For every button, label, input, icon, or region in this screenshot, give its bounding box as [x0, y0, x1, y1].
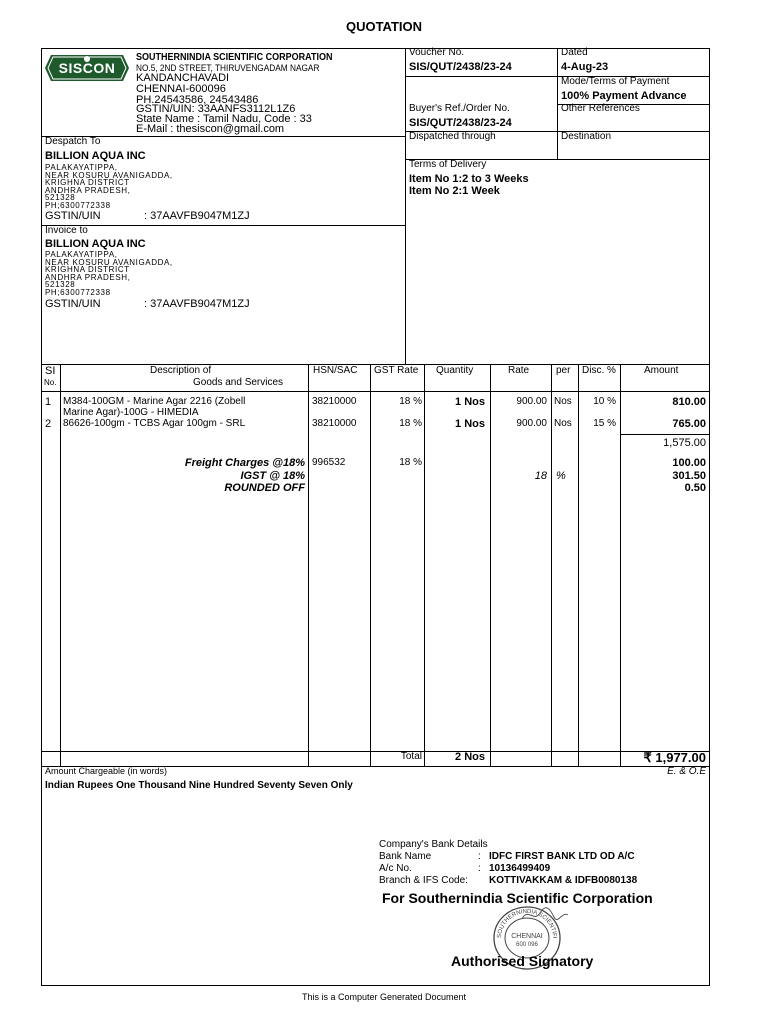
seller-address-2: KANDANCHAVADI: [136, 72, 230, 84]
col-si: SI: [45, 365, 56, 377]
despatch-label: Despatch To: [45, 136, 101, 147]
acno-colon: :: [478, 863, 481, 874]
invoice-to-gstin-value: : 37AAVFB9047M1ZJ: [144, 298, 250, 310]
col-desc-2: Goods and Services: [193, 377, 284, 388]
row1-gst: 18 %: [399, 396, 422, 407]
dispatched-label: Dispatched through: [409, 131, 496, 142]
acno-label: A/c No.: [379, 863, 412, 874]
col-desc-1: Description of: [150, 365, 212, 376]
seller-email: E-Mail : thesiscon@gmail.com: [136, 123, 285, 135]
seller-phone: PH.24543586, 24543486: [136, 94, 259, 106]
bank-name-colon: :: [478, 851, 481, 862]
row2-amount: 765.00: [672, 418, 706, 430]
acno-value: 10136499409: [489, 863, 551, 874]
mode-label: Mode/Terms of Payment: [561, 76, 670, 87]
freight-label: Freight Charges @18%: [184, 457, 305, 469]
invoice-to-gstin-label: GSTIN/UIN: [45, 298, 101, 310]
igst-amount: 301.50: [672, 470, 706, 482]
row1-desc-2: Marine Agar)-100G - HIMEDIA: [63, 407, 199, 418]
row2-desc-1: 86626-100gm - TCBS Agar 100gm - SRL: [63, 418, 246, 429]
seller-gstin: GSTIN/UIN: 33AANFS3112L1Z6: [136, 103, 296, 115]
for-company: For Southernindia Scientific Corporation: [382, 890, 653, 906]
freight-hsn: 996532: [312, 457, 346, 468]
seller-address-3: CHENNAI-600096: [136, 83, 226, 95]
bank-title: Company's Bank Details: [379, 839, 488, 850]
branch-label: Branch & IFS Code:: [379, 875, 468, 886]
authorised-signatory: Authorised Signatory: [451, 953, 594, 969]
invoice-to-address: PALAKAYATIPPA, NEAR KOSURU AVANIGADDA, KRIGHNA DISTRICT ANDHRA PRADESH, 521328 PH;6300772338: [45, 250, 173, 297]
col-qty: Quantity: [436, 365, 474, 376]
seller-address-1: NO.5, 2ND STREET, THIRUVENGADAM NAGAR: [136, 63, 320, 73]
mode-value: 100% Payment Advance: [561, 90, 687, 102]
row2-rate: 900.00: [516, 418, 547, 429]
row1-disc: 10 %: [593, 396, 616, 407]
seller-state: State Name : Tamil Nadu, Code : 33: [136, 113, 312, 125]
page-title: QUOTATION: [345, 19, 423, 34]
row2-si: 2: [45, 418, 52, 430]
terms-line-2: Item No 2:1 Week: [409, 185, 500, 197]
row2-gst: 18 %: [399, 418, 422, 429]
despatch-gstin-label: GSTIN/UIN: [45, 210, 101, 222]
svg-text:600 096: 600 096: [516, 942, 538, 948]
col-no: No.: [44, 378, 57, 387]
destination-label: Destination: [561, 131, 612, 142]
row2-per: Nos: [554, 418, 572, 429]
row1-rate: 900.00: [516, 396, 547, 407]
bank-name-value: IDFC FIRST BANK LTD OD A/C: [489, 851, 635, 862]
computer-generated-note: This is a Computer Generated Document: [301, 992, 467, 1002]
col-rate: Rate: [508, 365, 530, 376]
row1-desc-1: M384-100GM - Marine Agar 2216 (Zobell: [63, 396, 246, 407]
voucher-label: Voucher No.: [409, 47, 465, 58]
dated-value: 4-Aug-23: [561, 61, 609, 73]
seller-name: SOUTHERNINDIA SCIENTIFIC CORPORATION: [136, 52, 333, 63]
other-ref-label: Other References: [561, 103, 640, 114]
dated-label: Dated: [561, 47, 588, 58]
total-amount: ₹ 1,977.00: [643, 750, 706, 765]
despatch-name: BILLION AQUA INC: [45, 150, 146, 162]
despatch-gstin-value: : 37AAVFB9047M1ZJ: [144, 210, 250, 222]
row1-hsn: 38210000: [312, 396, 357, 407]
despatch-address: PALAKAYATIPPA, NEAR KOSURU AVANIGADDA, KRIGHNA DISTRICT ANDHRA PRADESH, 521328 PH;6300772338: [45, 163, 173, 210]
igst-rate: 18: [534, 470, 547, 482]
col-hsn: HSN/SAC: [313, 365, 358, 376]
col-disc: Disc. %: [582, 365, 616, 376]
terms-label: Terms of Delivery: [409, 159, 487, 170]
svg-text:CHENNAI: CHENNAI: [511, 933, 543, 940]
total-qty: 2 Nos: [455, 751, 485, 763]
row1-per: Nos: [554, 396, 572, 407]
row1-qty: 1 Nos: [455, 396, 485, 408]
buyer-ref-label: Buyer's Ref./Order No.: [409, 103, 510, 114]
amount-in-words: Indian Rupees One Thousand Nine Hundred Seventy Seven Only: [45, 780, 353, 791]
total-label: Total: [400, 751, 422, 762]
row2-disc: 15 %: [593, 418, 616, 429]
chargeable-label: Amount Chargeable (in words): [45, 766, 168, 776]
invoice-to-name: BILLION AQUA INC: [45, 238, 146, 250]
signature-mark: [520, 905, 570, 925]
subtotal-amount: 1,575.00: [663, 437, 706, 449]
buyer-ref-value: SIS/QUT/2438/23-24: [409, 117, 512, 129]
rounded-label: ROUNDED OFF: [224, 482, 305, 494]
row2-qty: 1 Nos: [455, 418, 485, 430]
header-divider: [405, 48, 406, 365]
company-logo: [45, 53, 129, 83]
bank-name-label: Bank Name: [379, 851, 432, 862]
branch-value: KOTTIVAKKAM & IDFB0080138: [489, 875, 638, 886]
igst-percent: %: [556, 470, 566, 482]
logo-text: SISCON: [58, 60, 116, 76]
row2-hsn: 38210000: [312, 418, 357, 429]
freight-amount: 100.00: [672, 457, 706, 469]
terms-line-1: Item No 1:2 to 3 Weeks: [409, 173, 529, 185]
voucher-value: SIS/QUT/2438/23-24: [409, 61, 512, 73]
col-gst: GST Rate: [374, 365, 419, 376]
col-amount: Amount: [644, 365, 679, 376]
svg-text:SOUTHERNINDIA SCIENTIFIC: SOUTHERNINDIA SCIENTIFI: [496, 908, 558, 939]
row1-si: 1: [45, 396, 52, 408]
freight-gst: 18 %: [399, 457, 422, 468]
igst-label: IGST @ 18%: [240, 470, 305, 482]
eoe-label: E. & O.E: [667, 766, 706, 777]
invoice-to-label: Invoice to: [45, 225, 88, 236]
rounded-amount: 0.50: [684, 482, 706, 494]
col-per: per: [556, 365, 571, 376]
row1-amount: 810.00: [672, 396, 706, 408]
